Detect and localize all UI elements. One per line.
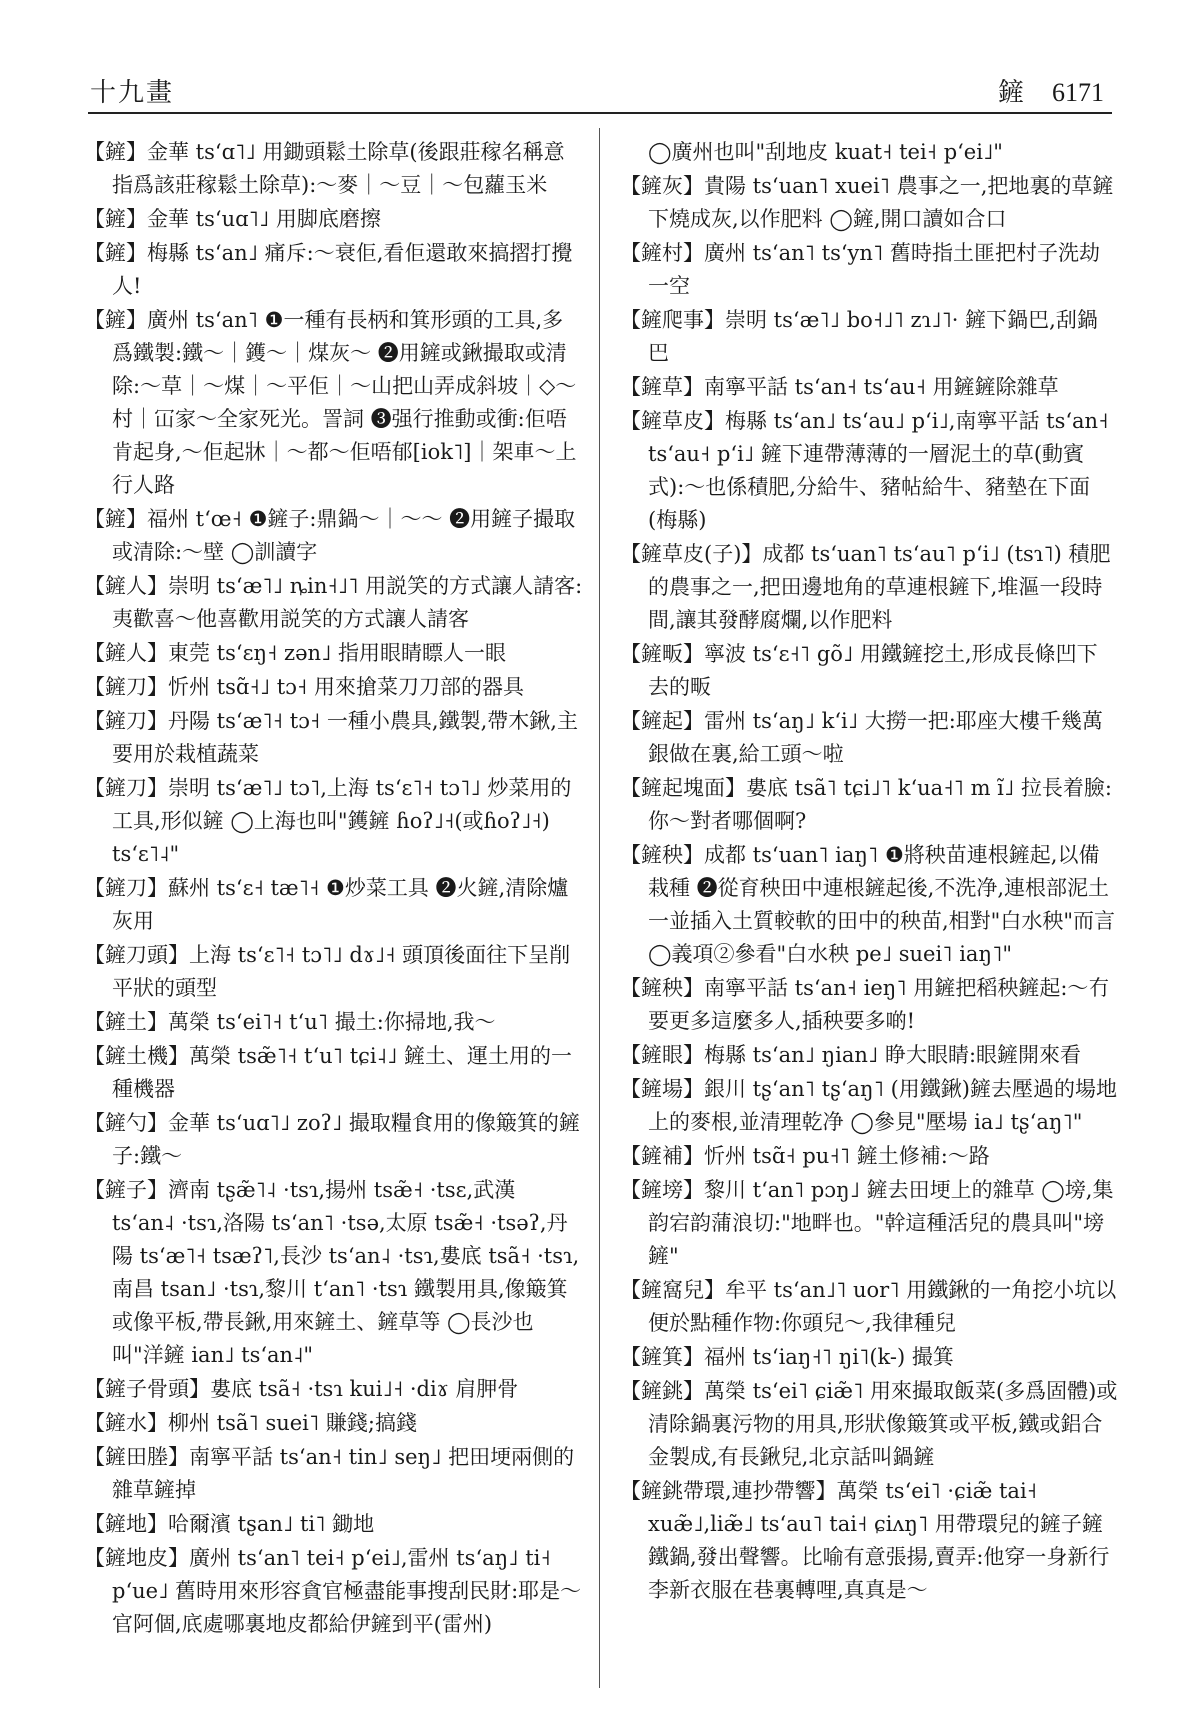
dictionary-entry: 【鏟】廣州 tsʻan˥ ❶一種有長柄和箕形頭的工具,多爲鐵製:鐵～｜鑊～｜煤灰～ ❷用鏟或鍬撮取或清除:～草｜～煤｜～平佢｜～山把山弄成斜坡｜◇～村｜冚家～全家死光。詈詞 ❸强行推動或衝:佢唔肯起身,～佢起牀｜～都～佢唔郁[iok˥]｜架車～上行人路 (84, 308, 577, 497)
left-column (84, 136, 584, 1642)
dictionary-entry: 【鏟土】萬榮 tsʻei˥˧ tʻu˥ 撮土:你掃地,我～ (84, 1010, 496, 1034)
page-header (90, 72, 1110, 112)
dictionary-entry: 【鏟刀頭】上海 tsʻɛ˥˧ tɔ˥˩ dɤ˩˧ 頭頂後面往下呈削平狀的頭型 (84, 943, 571, 1000)
header-rule (88, 112, 1112, 114)
dictionary-entry: 【鏟】金華 tsʻɑ˥˩ 用鋤頭鬆土除草(後跟莊稼名稱意指爲該莊稼鬆土除草):～麥｜～豆｜～包蘿玉米 (84, 140, 565, 197)
dictionary-entry: 【鏟銚帶環,連抄帶響】萬榮 tsʻei˥ ·ɕiæ̃ tai˧ xuæ̃˩,liæ̃˩ tsʻau˥ tai˧ ɕiʌŋ˥ 用帶環兒的鏟子鏟鐵鍋,發出聲響。比喻有意張揚,賣弄:他穿一身新行李新衣服在巷裏轉哩,真真是～ (620, 1479, 1110, 1602)
dictionary-entry: 【鏟刀】蘇州 tsʻɛ˧ tæ˥˧ ❶炒菜工具 ❷火鏟,清除爐灰用 (84, 876, 569, 933)
dictionary-entry: 【鏟眼】梅縣 tsʻan˩ ŋian˩ 睁大眼睛:眼鏟開來看 (620, 1043, 1082, 1067)
dictionary-entry: 【鏟灰】貴陽 tsʻuan˥ xuei˥ 農事之一,把地裏的草鏟下燒成灰,以作肥料 ◯鏟,開口讀如合口 (620, 174, 1114, 231)
dictionary-entry-continued: ◯廣州也叫"刮地皮 kuat˧ tei˧ pʻei˩" (648, 140, 1003, 164)
dictionary-entry: 【鏟草皮】梅縣 tsʻan˩ tsʻau˩ pʻi˩,南寧平話 tsʻan˧ tsʻau˧ pʻi˩ 鏟下連帶薄薄的一層泥土的草(動賓式):～也係積肥,分給牛、豬帖給牛、豬墊在下面(梅縣) (620, 409, 1109, 532)
dictionary-entry: 【鏟補】忻州 tsɑ̃˧ pu˧˥ 鏟土修補:～路 (620, 1144, 990, 1168)
page-number: 6171 (1052, 78, 1104, 107)
dictionary-entry: 【鏟人】崇明 tsʻæ˥˩ ȵin˧˩˥ 用説笑的方式讓人請客:夷歡喜～他喜歡用説笑的方式讓人請客 (84, 574, 583, 631)
dictionary-entry: 【鏟場】銀川 tʂʻan˥ tʂʻaŋ˥ (用鐵鍬)鏟去壓過的場地上的麥根,並清理乾净 ◯參見"壓場 ia˩ tʂʻaŋ˥" (620, 1077, 1117, 1134)
header-character: 鏟 (997, 78, 1024, 108)
dictionary-entry: 【鏟勺】金華 tsʻuɑ˥˩ zoʔ˩ 撮取糧食用的像簸箕的鏟子:鐵～ (84, 1111, 580, 1168)
dictionary-entry: 【鏟草】南寧平話 tsʻan˧ tsʻau˧ 用鏟鏟除雜草 (620, 375, 1059, 399)
dictionary-entry: 【鏟土機】萬榮 tsæ̃˥˧ tʻu˥ tɕi˨˩ 鏟土、運土用的一種機器 (84, 1044, 572, 1101)
dictionary-entry: 【鏟爬事】崇明 tsʻæ˥˩ bo˧˩˥ zɿ˩˥· 鏟下鍋巴,刮鍋巴 (620, 308, 1098, 365)
dictionary-entry: 【鏟人】東莞 tsʻɛŋ˧ zən˩ 指用眼睛瞟人一眼 (84, 641, 507, 665)
dictionary-entry: 【鏟】金華 tsʻuɑ˥˩ 用脚底磨擦 (84, 207, 381, 231)
dictionary-entry: 【鏟地皮】廣州 tsʻan˥ tei˧ pʻei˩,雷州 tsʻaŋ˩ ti˧ pʻue˩ 舊時用來形容貪官極盡能事搜刮民財:耶是～官阿個,底處哪裏地皮都給伊鏟到平(雷州) (84, 1546, 582, 1636)
dictionary-entry: 【鏟秧】成都 tsʻuan˥ iaŋ˥ ❶將秧苗連根鏟起,以備栽種 ❷從育秧田中連根鏟起後,不洗净,連根部泥土一並插入土質較軟的田中的秧苗,相對"白水秧"而言 ◯義項②參看"白水秧 pe˩ suei˥ iaŋ˥" (620, 843, 1115, 966)
dictionary-entry: 【鏟塝】黎川 tʻan˥ pɔŋ˩ 鏟去田埂上的雜草 ◯塝,集韵宕韵蒲浪切:"地畔也。"幹這種活兒的農具叫"塝鏟" (620, 1178, 1114, 1268)
dictionary-entry: 【鏟窩兒】牟平 tsʻan˩˥ uor˥ 用鐵鍬的一角挖小坑以便於點種作物:你頭兒～,我律種兒 (620, 1278, 1117, 1335)
dictionary-entry: 【鏟刀】忻州 tsɑ̃˧˩ tɔ˧ 用來搶菜刀刀部的器具 (84, 675, 524, 699)
dictionary-entry: 【鏟田塍】南寧平話 tsʻan˧ tin˩ seŋ˩ 把田埂兩側的雜草鏟掉 (84, 1445, 575, 1502)
dictionary-entry: 【鏟刀】丹陽 tsʻæ˥˧ tɔ˧ 一種小農具,鐵製,帶木鍬,主要用於栽植蔬菜 (84, 709, 578, 766)
dictionary-entry: 【鏟秧】南寧平話 tsʻan˧ ieŋ˥ 用鏟把稻秧鏟起:～冇要更多這麼多人,插秧要多啲! (620, 976, 1110, 1033)
dictionary-entry: 【鏟箕】福州 tsʻiaŋ˧˥ ŋi˥(k-) 撮箕 (620, 1345, 954, 1369)
header-right (998, 72, 1104, 109)
dictionary-entry: 【鏟起】雷州 tsʻaŋ˩ kʻi˩ 大撈一把:耶座大樓千幾萬銀做在裏,給工頭～啦 (620, 709, 1103, 766)
dictionary-entry: 【鏟】梅縣 tsʻan˩ 痛斥:～衰佢,看佢還敢來搞摺打攪人! (84, 241, 573, 298)
column-divider (599, 128, 600, 1688)
right-column (620, 136, 1118, 1608)
dictionary-entry: 【鏟地】哈爾濱 tʂan˩ ti˥ 鋤地 (84, 1512, 375, 1536)
dictionary-entry: 【鏟刀】崇明 tsʻæ˥˩ tɔ˥,上海 tsʻɛ˥˧ tɔ˥˩ 炒菜用的工具,形似鏟 ◯上海也叫"鑊鏟 ɦoʔ˩˧(或ɦoʔ˩˧) tsʻɛ˥˨" (84, 776, 572, 866)
dictionary-entry: 【鏟】福州 tʻœ˧ ❶鏟子:鼎鍋～｜～～ ❷用鏟子撮取或清除:～壁 ◯訓讀字 (84, 507, 576, 564)
dictionary-entry: 【鏟子】濟南 tʂæ̃˥˨ ·tsɿ,揚州 tsæ̃˧ ·tsɛ,武漢 tsʻan˨ ·tsɿ,洛陽 tsʻan˥ ·tsə,太原 tsæ̃˧ ·tsəʔ,丹陽 tsʻæ˥˧ tsæʔ˥,長沙 tsʻan˨ ·tsɿ,婁底 tsã˧ ·tsɿ,南昌 tsan˩ ·tsɿ,黎川 tʻan˥ ·tsɿ 鐵製用具,像簸箕或像平板,帶長鍬,用來鏟土、鏟草等 ◯長沙也叫"洋鏟 ian˩ tsʻan˨" (84, 1178, 580, 1367)
dictionary-entry: 【鏟起塊面】婁底 tsã˥ tɕi˩˥ kʻua˧˥ m ĩ˩ 拉長着臉:你～對者哪個啊? (620, 776, 1112, 833)
dictionary-entry: 【鏟草皮(子)】成都 tsʻuan˥ tsʻau˥ pʻi˩ (tsɿ˥) 積肥的農事之一,把田邊地角的草連根鏟下,堆漚一段時間,讓其發酵腐爛,以作肥料 (620, 542, 1111, 632)
dictionary-entry: 【鏟銚】萬榮 tsʻei˥ ɕiæ̃˥ 用來撮取飯菜(多爲固體)或清除鍋裏污物的用具,形狀像簸箕或平板,鐵或鋁合金製成,有長鍬兒,北京話叫鍋鏟 (620, 1379, 1118, 1469)
dictionary-entry: 【鏟水】柳州 tsã˥ suei˥ 賺錢;搞錢 (84, 1411, 417, 1435)
dictionary-entry: 【鏟子骨頭】婁底 tsã˧ ·tsɿ kui˩˧ ·diɤ 肩胛骨 (84, 1377, 519, 1401)
dictionary-entry: 【鏟畈】寧波 tsʻɛ˧˥ gõ˩ 用鐵鏟挖土,形成長條凹下去的畈 (620, 642, 1098, 699)
dictionary-entry: 【鏟村】廣州 tsʻan˥ tsʻyn˥ 舊時指土匪把村子洗劫一空 (620, 241, 1100, 298)
section-title: 十九畫 (90, 78, 175, 108)
